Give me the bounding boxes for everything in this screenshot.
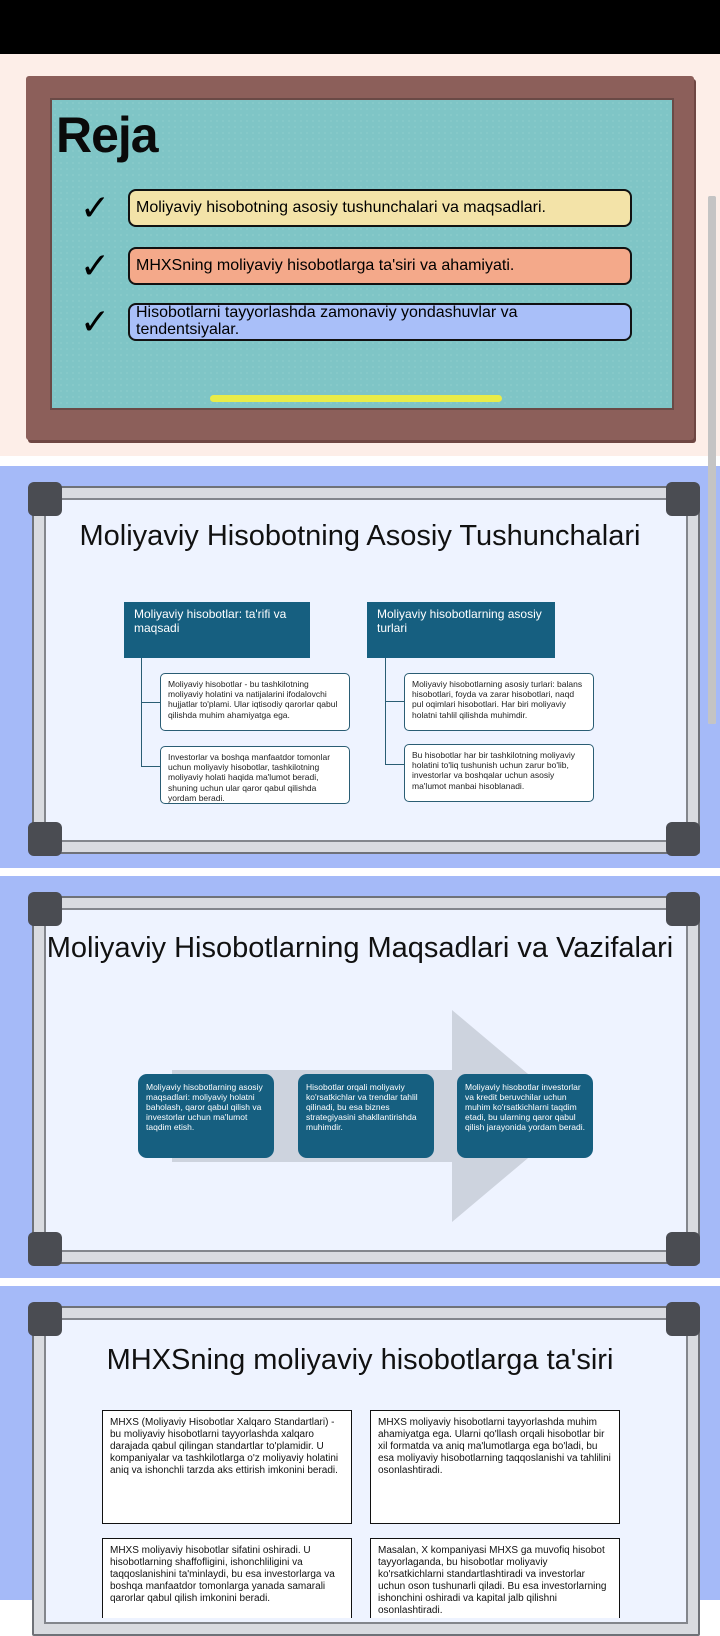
- frame-corner: [666, 822, 700, 856]
- checkmark-icon: ✓: [80, 187, 111, 228]
- concept-item: Bu hisobotlar har bir tashkilotning moliyaviy holatini to'liq tushunish uchun zarur bo'lib, investorlar va boshqalar uchun asosiy ma'lumot manbai hisoblanadi.: [404, 744, 594, 802]
- frame-corner: [28, 1302, 62, 1336]
- plan-item-1: Moliyaviy hisobotning asosiy tushunchalari va maqsadlari.: [128, 189, 632, 227]
- checkmark-icon: ✓: [80, 301, 111, 342]
- connector-line: [141, 702, 160, 703]
- slide-title: MHXSning moliyaviy hisobotlarga ta'siri: [106, 1344, 614, 1376]
- concept-item: Moliyaviy hisobotlar - bu tashkilotning moliyaviy holatini va natijalarini ifodalovchi hujjatlar to'plami. Ular iqtisodiy qarorlar qabul qilishda muhim ahamiyatga ega.: [160, 673, 350, 731]
- frame-corner: [28, 892, 62, 926]
- process-step-3: Moliyaviy hisobotlar investorlar va kredit beruvchilar uchun muhim ko'rsatkichlarni taqdim etadi, bu ularning qaror qabul qilish jarayonida yordam beradi.: [457, 1074, 593, 1158]
- frame-corner: [666, 482, 700, 516]
- chalk-underline: [210, 395, 502, 402]
- connector-line: [385, 764, 404, 765]
- status-bar: [0, 0, 720, 54]
- frame-corner: [28, 482, 62, 516]
- process-step-2: Hisobotlar orqali moliyaviy ko'rsatkichlar va trendlar tahlil qilinadi, bu esa biznes strategiyasini shakllantirishda muhimdir.: [298, 1074, 434, 1158]
- frame-corner: [666, 1302, 700, 1336]
- frame-corner: [666, 892, 700, 926]
- connector-line: [141, 658, 142, 766]
- scrollbar[interactable]: [708, 196, 716, 724]
- text-box: MHXS moliyaviy hisobotlar sifatini oshiradi. U hisobotlarning shaffofligini, ishonchliligini va taqqoslanishini ta'minlaydi, bu esa investorlarga va boshqa manfaatdor tomonlarga yanada samarali qarorlar qabul qilish imkonini beradi.: [102, 1538, 352, 1618]
- slide-title: Moliyaviy Hisobotning Asosiy Tushunchalari: [79, 520, 641, 552]
- slide-title: Moliyaviy Hisobotlarning Maqsadlari va Vazifalari: [46, 932, 674, 964]
- plan-item-2: MHXSning moliyaviy hisobotlarga ta'siri va ahamiyati.: [128, 247, 632, 285]
- concept-item: Investorlar va boshqa manfaatdor tomonlar uchun moliyaviy hisobotlar, tashkilotning moliyaviy holati haqida ma'lumot beradi, shuning uchun ular qaror qabul qilishda yordam beradi.: [160, 746, 350, 804]
- frame-corner: [28, 822, 62, 856]
- scrollbar-thumb[interactable]: [708, 196, 716, 724]
- concept-header-left: Moliyaviy hisobotlar: ta'rifi va maqsadi: [124, 602, 310, 658]
- text-box: MHXS (Moliyaviy Hisobotlar Xalqaro Standartlari) - bu moliyaviy hisobotlarni tayyorlashda xalqaro darajada qabul qilingan standartlar to'plamidir. U kompaniyalar va tashkilotlarga o'z moliyaviy holatini aniq va ishonchli tarzda aks ettirish imkonini beradi.: [102, 1410, 352, 1524]
- frame-corner: [28, 1232, 62, 1266]
- connector-line: [385, 658, 386, 764]
- concept-item: Moliyaviy hisobotlarning asosiy turlari: balans hisobotlari, foyda va zarar hisobotlari, naqd pul oqimlari hisobotlari. Har biri moliyaviy holatni tahlil qilishda muhimdir.: [404, 673, 594, 731]
- concept-header-right: Moliyaviy hisobotlarning asosiy turlari: [367, 602, 555, 658]
- frame-corner: [666, 1232, 700, 1266]
- process-step-1: Moliyaviy hisobotlarning asosiy maqsadlari: moliyaviy holatni baholash, qaror qabul qilish va investorlar uchun ma'lumot taqdim etish.: [138, 1074, 274, 1158]
- text-box: MHXS moliyaviy hisobotlarni tayyorlashda muhim ahamiyatga ega. Ularni qo'llash orqali hisobotlar bir xil formatda va aniq ma'lumotlarga ega bo'ladi, bu esa moliyaviy hisobotlarning taqqoslanishi va tahlilini osonlashtiradi.: [370, 1410, 620, 1524]
- connector-line: [385, 701, 404, 702]
- text-box: Masalan, X kompaniyasi MHXS ga muvofiq hisobot tayyorlaganda, bu hisobotlar moliyaviy ko'rsatkichlarni standartlashtiradi va investorlar uchun oson tushunarli qiladi. Bu esa investorlarning ishonchini oshiradi va kapital jalb qilishni osonlashtiradi.: [370, 1538, 620, 1618]
- checkmark-icon: ✓: [80, 245, 111, 286]
- connector-line: [141, 766, 160, 767]
- page-title: Reja: [56, 107, 158, 163]
- plan-item-3: Hisobotlarni tayyorlashda zamonaviy yondashuvlar va tendentsiyalar.: [128, 303, 632, 341]
